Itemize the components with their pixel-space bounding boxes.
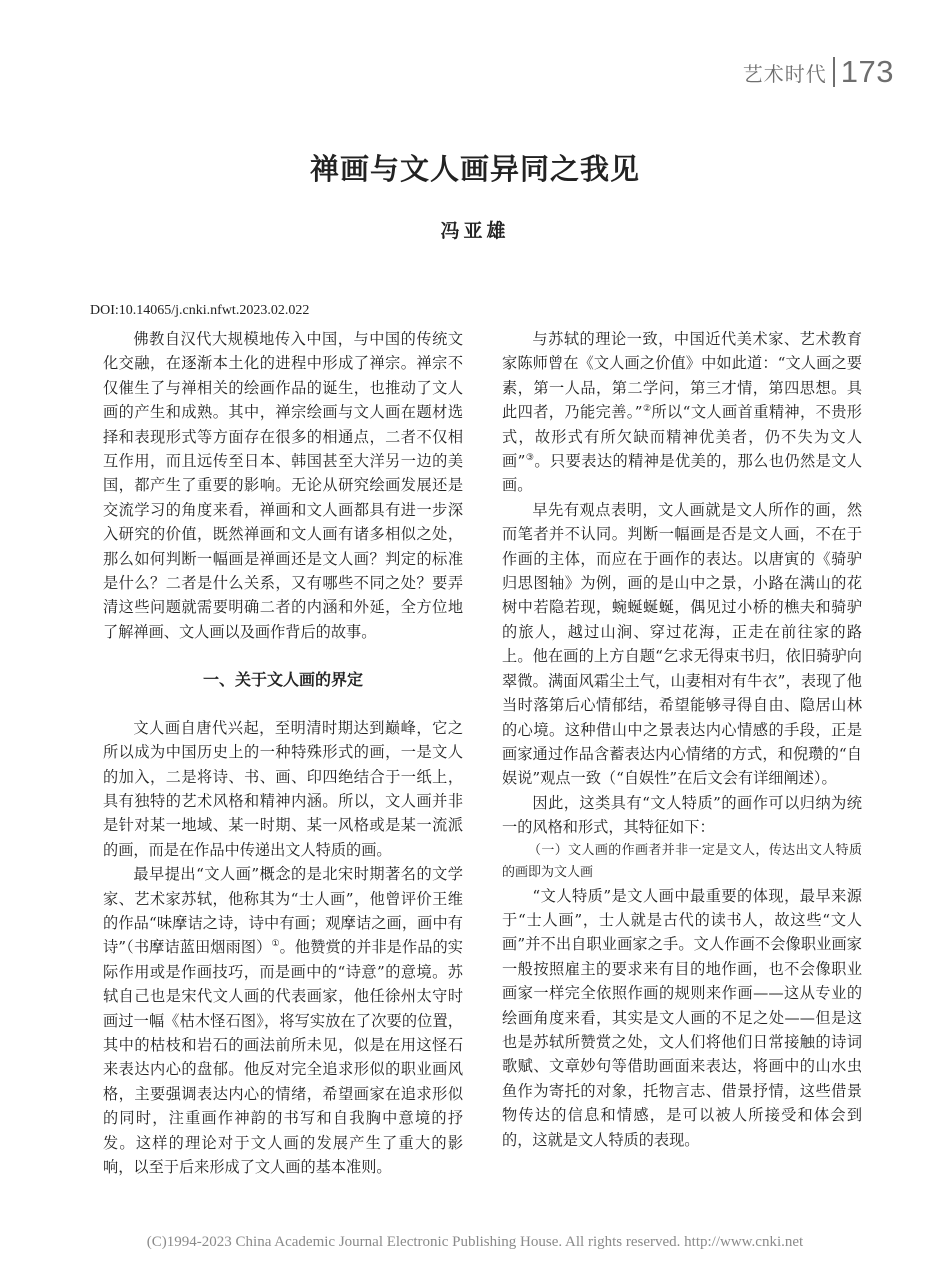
paragraph <box>502 327 862 498</box>
paragraph: “文人特质”是文人画中最重要的体现，最早来源于“士人画”，士人就是古代的读书人，故这些“文人画”并不出自职业画家之手。文人作画不会像职业画家一般按照雇主的要求来有目的地作画，也不会像职业画家一样完全依照作画的规则来作画——这从专业的绘画角度来看，其实是文人画的不足之处——但是这也是苏轼所赞赏之处，文人们将他们日常接触的诗词歌赋、文章妙句等借助画面来表达，将画中的山水虫鱼作为寄托的对象，托物言志、借景抒情，这些借景物传达的信息和情感，是可以被人所接受和体会到的，这就是文人特质的表现。 <box>502 886 862 1149</box>
paragraph: 佛教自汉代大规模地传入中国，与中国的传统文化交融，在逐渐本土化的进程中形成了禅宗。禅宗不仅催生了与禅相关的绘画作品的诞生，也推动了文人画的产生和成熟。其中，禅宗绘画与文人画在题材选择和表现形式等方面存在很多的相通点，二者不仅相互作用，而且远传至日本、韩国甚至大洋另一边的美国，都产生了重要的影响。无论从研究绘画发展还是交流学习的角度来看，禅画和文人画都具有进一步深入研究的价值，既然禅画和文人画有诸多相似之处，那么如何判断一幅画是禅画还是文人画？判定的标准是什么？二者是什么关系，又有哪些不同之处？要弄清这些问题就需要明确二者的内涵和外延，全方位地了解禅画、文人画以及画作背后的故事。 <box>103 330 463 641</box>
footnote-marker[interactable]: ① <box>271 939 280 950</box>
paragraph-text: 。只要表达的精神是优美的，那么也仍然是文人画。 <box>502 452 863 495</box>
paragraph: 因此，这类具有“文人特质”的画作可以归纳为统一的风格和形式，其特征如下： <box>502 793 862 837</box>
footnote-marker[interactable]: ③ <box>525 452 535 463</box>
left-column <box>103 327 463 1179</box>
footnote-marker[interactable]: ② <box>642 404 652 415</box>
page-number: 173 <box>840 54 894 89</box>
section-heading: 一、关于文人画的界定 <box>202 670 363 690</box>
paragraph: 文人画自唐代兴起，至明清时期达到巅峰，它之所以成为中国历史上的一种特殊形式的画，一是文人的加入，二是将诗、书、画、印四绝结合于一纸上，具有独特的艺术风格和精神内涵。所以，文人画并非是针对某一地域、某一时期、某一风格或是某一流派的画，而是在作品中传递出文人特质的画。 <box>103 718 463 859</box>
right-column <box>502 327 862 1152</box>
article-title: 禅画与文人画异同之我见 <box>309 152 640 186</box>
paragraph-text: 。他赞赏的并非是作品的实际作用或是作画技巧，而是画中的“诗意”的意境。苏轼自己也是宋代文人画的代表画家，他任徐州太守时画过一幅《枯木怪石图》，将写实放在了次要的位置，其中的枯枝和岩石的画法前所未见，似是在用这怪石来表达内心的盘郁。他反对完全追求形似的职业画风格，主要强调表达内心的情绪，希望画家在追求形似的同时，注重画作神韵的书写和自我胸中意境的抒发。这样的理论对于文人画的发展产生了重大的影响，以至于后来形成了文人画的基本准则。 <box>103 938 463 1176</box>
article-author: 冯亚雄 <box>440 220 510 242</box>
paragraph: 早先有观点表明，文人画就是文人所作的画，然而笔者并不认同。判断一幅画是否是文人画，不在于作画的主体，而应在于画作的表达。以唐寅的《骑驴归思图轴》为例，画的是山中之景，小路在满山的花树中若隐若现，蜿蜒蜒蜒，偶见过小桥的樵夫和骑驴的旅人，越过山涧、穿过花海，正走在前往家的路上。他在画的上方自题“乞求无得束书归，依旧骑驴向翠微。满面风霜尘土气，山妻相对有牛衣”，表现了他当时落第后心情郁结，希望能够寻得自由、隐居山林的心境。这种借山中之景表达内心情感的手段，正是画家通过作品含蓄表达内心情绪的方式，和倪瓒的“自娱说”观点一致（“自娱性”在后文会有详细阐述）。 <box>502 500 862 788</box>
paragraph <box>103 862 463 1179</box>
paragraph-text: 最早提出“文人画”概念的是北宋时期著名的文学家、艺术家苏轼，他称其为“士人画”，他曾评价王维的作品“味摩诘之诗，诗中有画；观摩诘之画，画中有诗”（书摩诘蓝田烟雨图） <box>103 865 463 957</box>
journal-name: 艺术时代 <box>742 61 827 86</box>
copyright-footer: (C)1994-2023 China Academic Journal Electronic Publishing House. All rights reserved. http://www.cnki.net <box>146 1234 804 1250</box>
subsection-heading: （一）文人画的作画者并非一定是文人，传达出文人特质的画即为文人画 <box>502 842 862 880</box>
running-header <box>743 54 894 90</box>
doi: DOI:10.14065/j.cnki.nfwt.2023.02.022 <box>90 303 310 318</box>
paragraph-text: 与苏轼的理论一致，中国近代美术家、艺术教育家陈师曾在《文人画之价值》中如此道：“文人画之要素，第一人品，第二学问，第三才情，第四思想。具此四者，乃能完善。” <box>502 330 862 422</box>
header-separator <box>833 57 835 87</box>
paragraph-text: 所以“文人画首重精神，不贵形式，故形式有所欠缺而精神优美者，仍不失为文人画” <box>502 403 862 471</box>
